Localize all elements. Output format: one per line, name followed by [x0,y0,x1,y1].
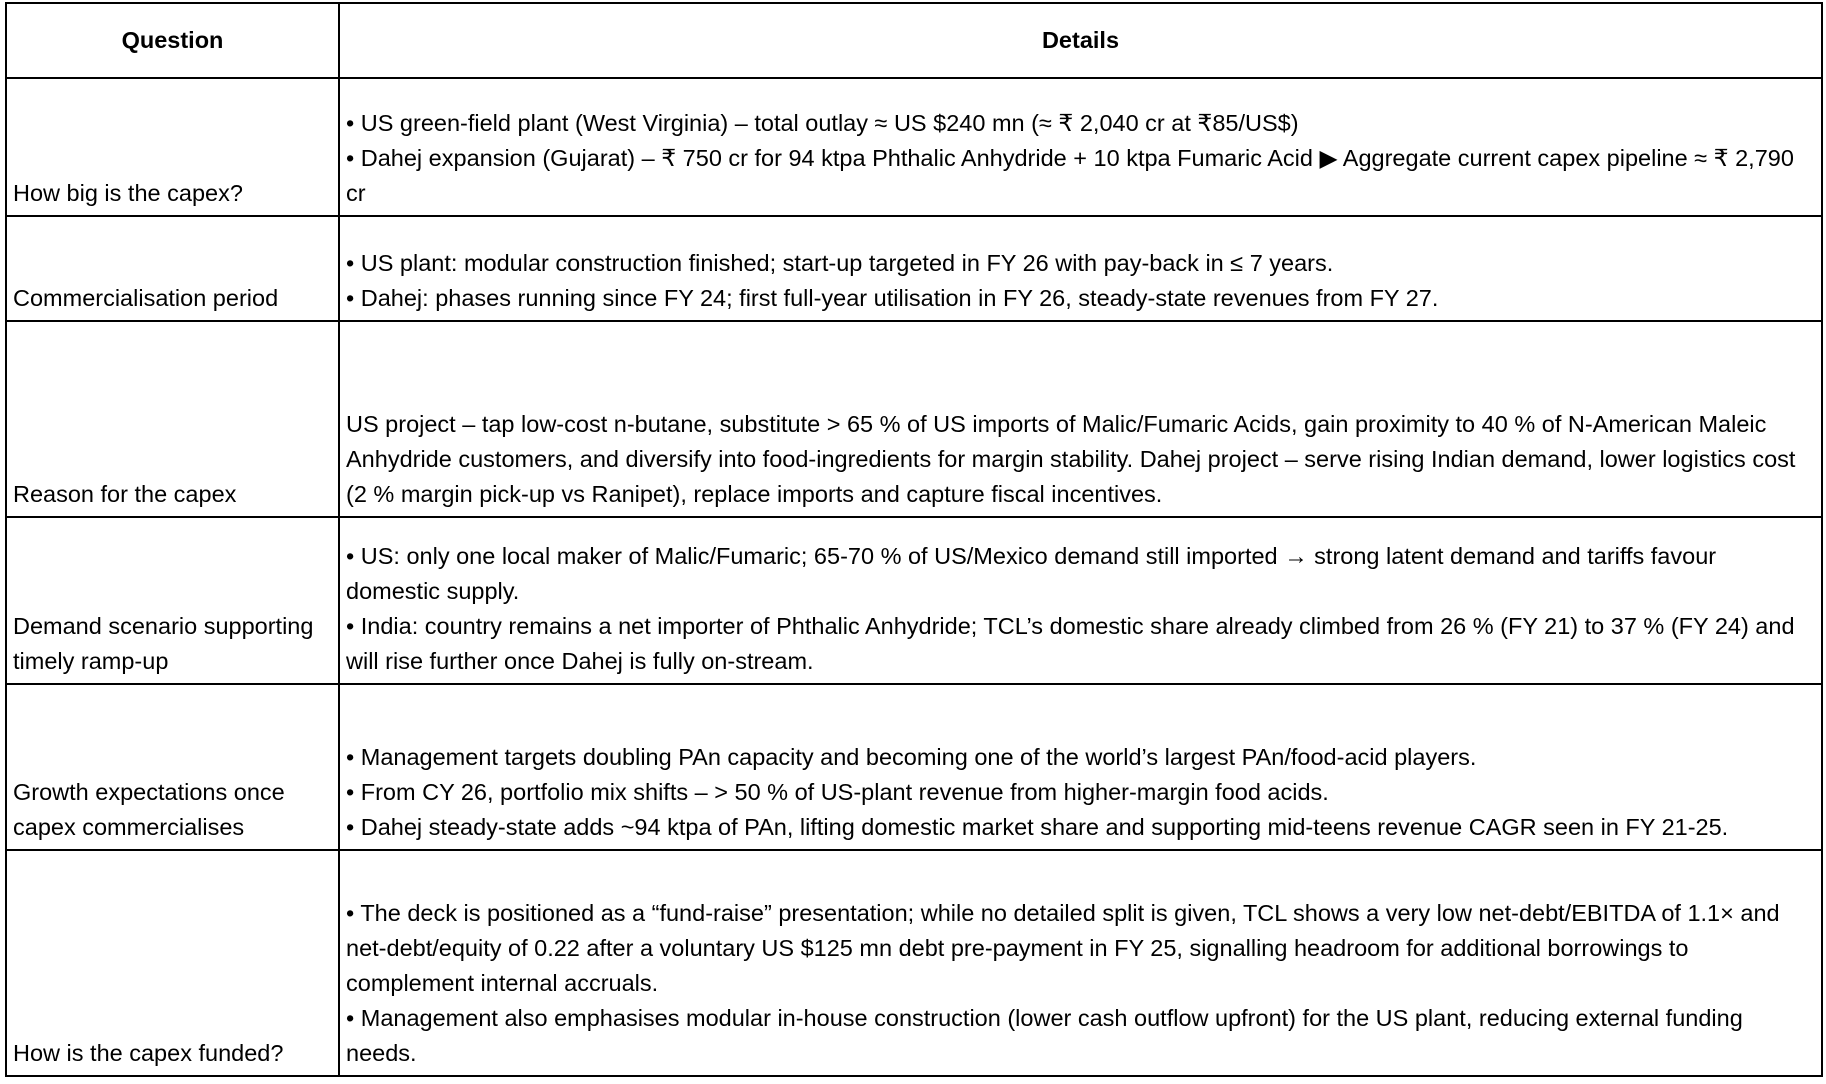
table-row [6,78,1822,216]
details-cell [339,850,1822,1076]
detail-line: • US green-field plant (West Virginia) – total outlay ≈ US $240 mn (≈ ₹ 2,040 cr at ₹85/US$) [346,110,1299,136]
question-cell: Demand scenario supporting timely ramp-up [6,517,339,684]
detail-line: • Dahej steady-state adds ~94 ktpa of PAn, lifting domestic market share and supporting mid-teens revenue CAGR seen in FY 21-25. [346,814,1729,840]
question-cell: Growth expectations once capex commercialises [6,684,339,850]
table-row [6,321,1822,517]
table-row [6,850,1822,1076]
detail-line: US project – tap low-cost n-butane, substitute > 65 % of US imports of Malic/Fumaric Acids, gain proximity to 40 % of N-American Maleic Anhydride customers, and diversify into food-ingredients for margin stability. Dahej project – serve rising Indian demand, lower logistics cost (2 % margin pick-up vs Ranipet), replace imports and capture fiscal incentives. [346,411,1796,507]
header-details: Details [339,3,1822,78]
detail-line: • From CY 26, portfolio mix shifts – > 50 % of US-plant revenue from higher-margin food acids. [346,779,1329,805]
table-row [6,684,1822,850]
details-cell [339,684,1822,850]
table-row [6,216,1822,321]
detail-line: • Dahej expansion (Gujarat) – ₹ 750 cr for 94 ktpa Phthalic Anhydride + 10 ktpa Fumaric Acid ▶ Aggregate current capex pipeline ≈ ₹ 2,790 cr [346,145,1794,206]
details-cell [339,321,1822,517]
question-cell: Commercialisation period [6,216,339,321]
detail-line: • Management targets doubling PAn capacity and becoming one of the world’s largest PAn/food-acid players. [346,744,1477,770]
question-cell: How is the capex funded? [6,850,339,1076]
question-cell: Reason for the capex [6,321,339,517]
detail-line: • Management also emphasises modular in-house construction (lower cash outflow upfront) for the US plant, reducing external funding needs. [346,1005,1743,1066]
question-cell: How big is the capex? [6,78,339,216]
capex-table [5,2,1823,1077]
detail-line: • The deck is positioned as a “fund-raise” presentation; while no detailed split is given, TCL shows a very low net-debt/EBITDA of 1.1× and net-debt/equity of 0.22 after a voluntary US $125 mn debt pre-payment in FY 25, signalling headroom for additional borrowings to complement internal accruals. [346,900,1780,996]
details-cell [339,216,1822,321]
detail-line: • India: country remains a net importer of Phthalic Anhydride; TCL’s domestic share already climbed from 26 % (FY 21) to 37 % (FY 24) and will rise further once Dahej is fully on-stream. [346,613,1795,674]
table-row [6,517,1822,684]
detail-line: • US: only one local maker of Malic/Fumaric; 65-70 % of US/Mexico demand still imported → strong latent demand and tariffs favour domestic supply. [346,543,1717,604]
details-cell [339,78,1822,216]
details-cell [339,517,1822,684]
header-question: Question [6,3,339,78]
detail-line: • US plant: modular construction finished; start-up targeted in FY 26 with pay-back in ≤ 7 years. [346,250,1334,276]
table-header-row [6,3,1822,78]
detail-line: • Dahej: phases running since FY 24; first full-year utilisation in FY 26, steady-state revenues from FY 27. [346,285,1439,311]
